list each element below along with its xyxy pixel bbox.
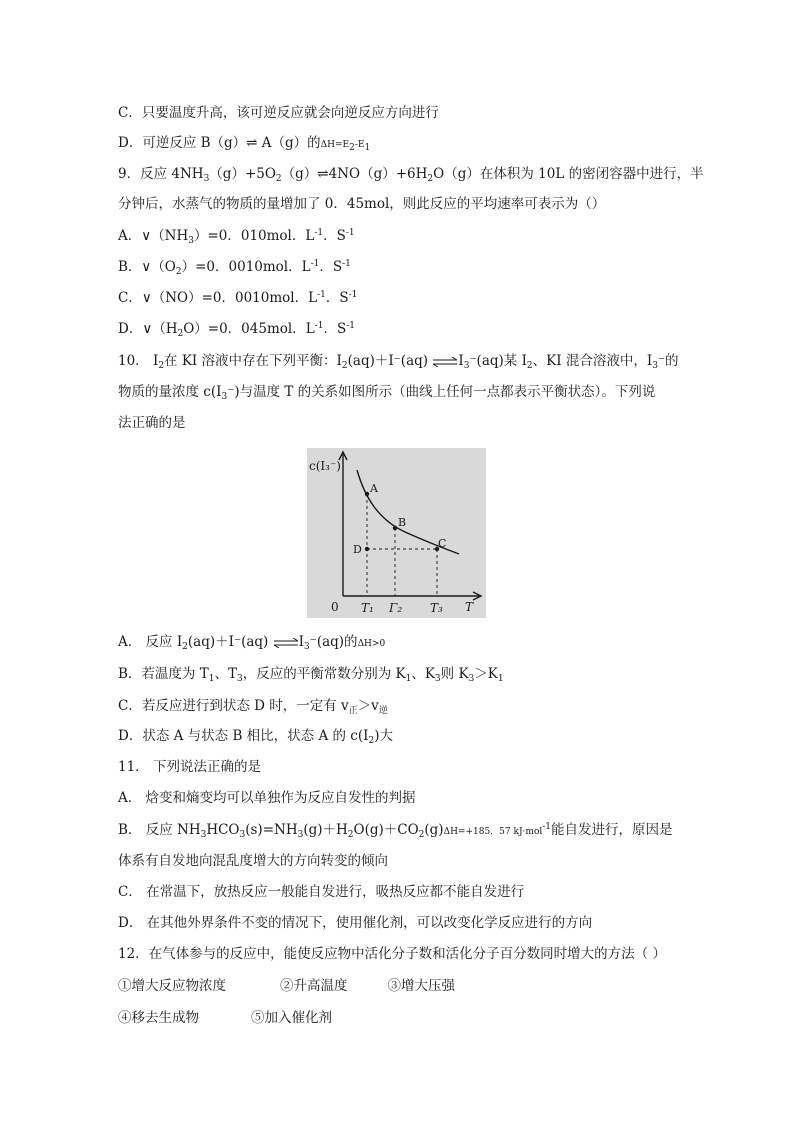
sub: 3	[463, 361, 470, 371]
sub: 2	[158, 361, 165, 371]
q9-option-d	[118, 319, 355, 339]
q11-b-f: (g)	[424, 822, 444, 838]
q9-text-a: 9．反应 4NH	[118, 166, 204, 182]
q12-option-4: ④移去生成物	[118, 1010, 199, 1026]
sup: -1	[314, 228, 324, 238]
q10-opt-a-d: ⁻(aq)的	[309, 634, 358, 650]
q11-b-a: B． 反应 NH	[118, 822, 201, 838]
q12-options-row1	[118, 976, 455, 996]
q11-b2-text: 体系有自发地向混乱度增大的方向转变的倾向	[118, 853, 388, 869]
q9-text-c: （g）⇌4NO（g）+6H	[281, 166, 428, 182]
q9-a-pre: A．∨（NH	[118, 228, 189, 244]
sub: 2	[368, 736, 375, 746]
q10-l3: 法正确的是	[118, 415, 186, 431]
q12-text: 12．在气体参与的反应中，能使反应物中活化分子数和活化分子百分数同时增大的方法（ ）	[118, 946, 666, 962]
concentration-temperature-graph	[307, 448, 486, 618]
sub: 3	[297, 830, 304, 840]
sub: 1	[208, 674, 215, 684]
q8-option-d-eq: ΔH=E	[320, 140, 350, 150]
unit-mid: ．S	[323, 228, 346, 244]
label-c: C	[438, 537, 447, 550]
sup: -1	[317, 290, 326, 300]
q10-stem-line3	[118, 413, 186, 433]
q8-option-c-text: C．只要温度升高，该可逆反应就会向逆反应方向进行	[118, 105, 439, 121]
graph-background	[307, 448, 486, 618]
sub: 3	[239, 830, 246, 840]
sub: 3	[236, 674, 243, 684]
q9-stem-line1	[118, 164, 704, 184]
q8-option-d-text: D．可逆反应 B（g）⇌ A（g）的	[118, 135, 321, 151]
t1-label: T₁	[361, 601, 374, 615]
q11-option-d	[118, 913, 592, 933]
sub: 3	[468, 674, 475, 684]
q10-opt-b-c: ，反应的平衡常数分别为 K	[242, 666, 406, 682]
q10-opt-a-c: I	[298, 634, 304, 650]
sub: 3	[221, 392, 228, 402]
sub: 1	[405, 674, 412, 684]
unit-mid: ．S	[319, 259, 343, 275]
q8-option-d-mid: -E	[354, 140, 365, 150]
point-b	[393, 526, 397, 530]
q10-g: ⁻的	[657, 353, 679, 369]
q10-opt-b-f: ＞K	[474, 666, 498, 682]
sub: 2	[341, 361, 348, 371]
unit-mid: ．S	[325, 290, 349, 306]
sup: -1	[542, 822, 552, 832]
sub-zheng: 正	[348, 706, 358, 716]
q10-opt-b-b: 、T	[214, 666, 237, 682]
q12-stem	[118, 944, 666, 964]
q11-option-b	[118, 820, 673, 842]
q9-d-post: O）=0．045mol．L	[183, 321, 315, 337]
sub: 3	[203, 174, 210, 184]
sub: 3	[652, 361, 658, 371]
q10-opt-a-e: ΔH>0	[357, 639, 386, 649]
sup: -1	[310, 259, 320, 269]
q9-text-b: （g）+5O	[209, 166, 276, 182]
sub-ni: 逆	[378, 706, 388, 716]
q11-b-d: (g)＋H	[303, 822, 348, 838]
sup: -1	[342, 259, 351, 269]
sub: 2	[175, 267, 182, 277]
q9-a-post: ）=0．010mol．L	[193, 228, 315, 244]
q10-opt-b-d: 、K	[411, 666, 435, 682]
q9-d-pre: D．∨（H	[118, 321, 178, 337]
q10-e: ⁻(aq)某 I	[469, 353, 527, 369]
q11-b-e: O(g)＋CO	[353, 822, 419, 838]
q11-a-text: A． 焓变和熵变均可以单独作为反应自发性的判据	[118, 790, 416, 806]
q10-option-c	[118, 696, 388, 716]
unit-mid: ．S	[323, 321, 347, 337]
q10-stem-line1	[118, 351, 679, 371]
q11-b-g: ΔH=+185．57 kJ·mol	[443, 827, 543, 837]
q10-stem-line2	[118, 382, 655, 402]
point-a	[365, 492, 369, 496]
q10-opt-c-b: ＞v	[357, 698, 379, 714]
sub: 1	[497, 674, 504, 684]
sub: 1	[364, 143, 371, 153]
q10-opt-d-b: )大	[374, 728, 393, 744]
sub: 2	[526, 361, 533, 371]
sub: 3	[188, 236, 194, 246]
label-a: A	[370, 482, 378, 495]
q11-option-c	[118, 882, 524, 902]
q11-d-text: D． 在其他外界条件不变的情况下，使用催化剂，可以改变化学反应进行的方向	[118, 915, 593, 931]
q11-option-b-line2	[118, 851, 388, 871]
q9-b-pre: B．∨（O	[118, 259, 176, 275]
q12-option-5: ⑤加入催化剂	[251, 1010, 332, 1026]
q11-text: 11． 下列说法正确的是	[118, 759, 261, 775]
q11-b-c: (s)=NH	[245, 822, 298, 838]
equilibrium-arrow-icon	[432, 357, 458, 367]
q10-opt-b-e: 则 K	[440, 666, 469, 682]
equilibrium-arrow-icon	[273, 638, 299, 648]
q10-c: (aq)＋I⁻(aq)	[347, 353, 429, 369]
q10-opt-c-a: C．若反应进行到状态 D 时，一定有 v	[118, 698, 349, 714]
q11-stem	[118, 757, 261, 777]
q12-option-3: ③增大压强	[387, 978, 455, 994]
q10-option-a	[118, 632, 385, 654]
label-b: B	[398, 516, 407, 529]
sub: 2	[182, 642, 188, 652]
q10-option-b	[118, 664, 504, 684]
sub: 2	[177, 329, 184, 339]
q9-c-text: C．∨（NO）=0．0010mol．L	[118, 290, 318, 306]
origin-label: 0	[331, 600, 339, 614]
q10-f: 、KI 混合溶液中，I	[532, 353, 653, 369]
q10-opt-d-a: D．状态 A 与状态 B 相比，状态 A 的 c(I	[118, 728, 369, 744]
sub: 2	[347, 830, 354, 840]
sup: -1	[348, 290, 358, 300]
sup: -1	[346, 321, 355, 331]
t-axis-label: T	[465, 600, 474, 614]
q9-stem-line2	[118, 194, 605, 214]
q10-b: 在 KI 溶液中存在下列平衡：I	[164, 353, 342, 369]
q11-option-a	[118, 788, 416, 808]
t2-label: Γ₂	[389, 601, 403, 615]
q10-opt-a-b: (aq)＋I⁻(aq)	[187, 634, 269, 650]
sub: 3	[200, 830, 207, 840]
q10-option-d	[118, 726, 393, 746]
sub: 2	[275, 174, 282, 184]
q10-opt-a-a: A． 反应 I	[118, 634, 183, 650]
q9-option-a	[118, 226, 355, 246]
q8-option-d	[118, 133, 370, 155]
q10-d: I	[458, 353, 464, 369]
q12-option-2: ②升高温度	[280, 978, 348, 994]
q10-l2-b: ⁻)与温度 T 的关系如图所示（曲线上任何一点都表示平衡状态）。下列说	[227, 384, 656, 400]
q11-b-h: 能自发进行，原因是	[551, 822, 673, 838]
q12-option-1: ①增大反应物浓度	[118, 978, 226, 994]
sub: 3	[434, 674, 441, 684]
sub: 2	[349, 143, 355, 153]
q8-option-c	[118, 103, 439, 123]
t3-label: T₃	[430, 601, 443, 615]
q11-c-text: C． 在常温下，放热反应一般能自发进行，吸热反应都不能自发进行	[118, 884, 525, 900]
q9-text-d: O（g）在体积为 10L 的密闭容器中进行，半	[433, 166, 704, 182]
label-d: D	[353, 543, 362, 556]
q9-text-line2: 分钟后，水蒸气的物质的量增加了 0．45mol，则此反应的平均速率可表示为（）	[118, 196, 606, 212]
q12-options-row2	[118, 1008, 332, 1028]
sup: -1	[345, 228, 355, 238]
sub: 2	[427, 174, 434, 184]
q9-option-b	[118, 257, 351, 277]
q9-option-c	[118, 288, 357, 308]
y-axis-label: c(I₃⁻)	[309, 459, 341, 473]
q10-l2-a: 物质的量浓度 c(I	[118, 384, 222, 400]
point-d	[365, 547, 369, 551]
q10-a: 10． I	[118, 353, 159, 369]
sub: 3	[303, 642, 310, 652]
sup: -1	[314, 321, 324, 331]
q10-opt-b-a: B．若温度为 T	[118, 666, 209, 682]
q11-b-b: HCO	[206, 822, 240, 838]
q9-b-post: ）=0．0010mol．L	[181, 259, 311, 275]
sub: 2	[418, 830, 425, 840]
